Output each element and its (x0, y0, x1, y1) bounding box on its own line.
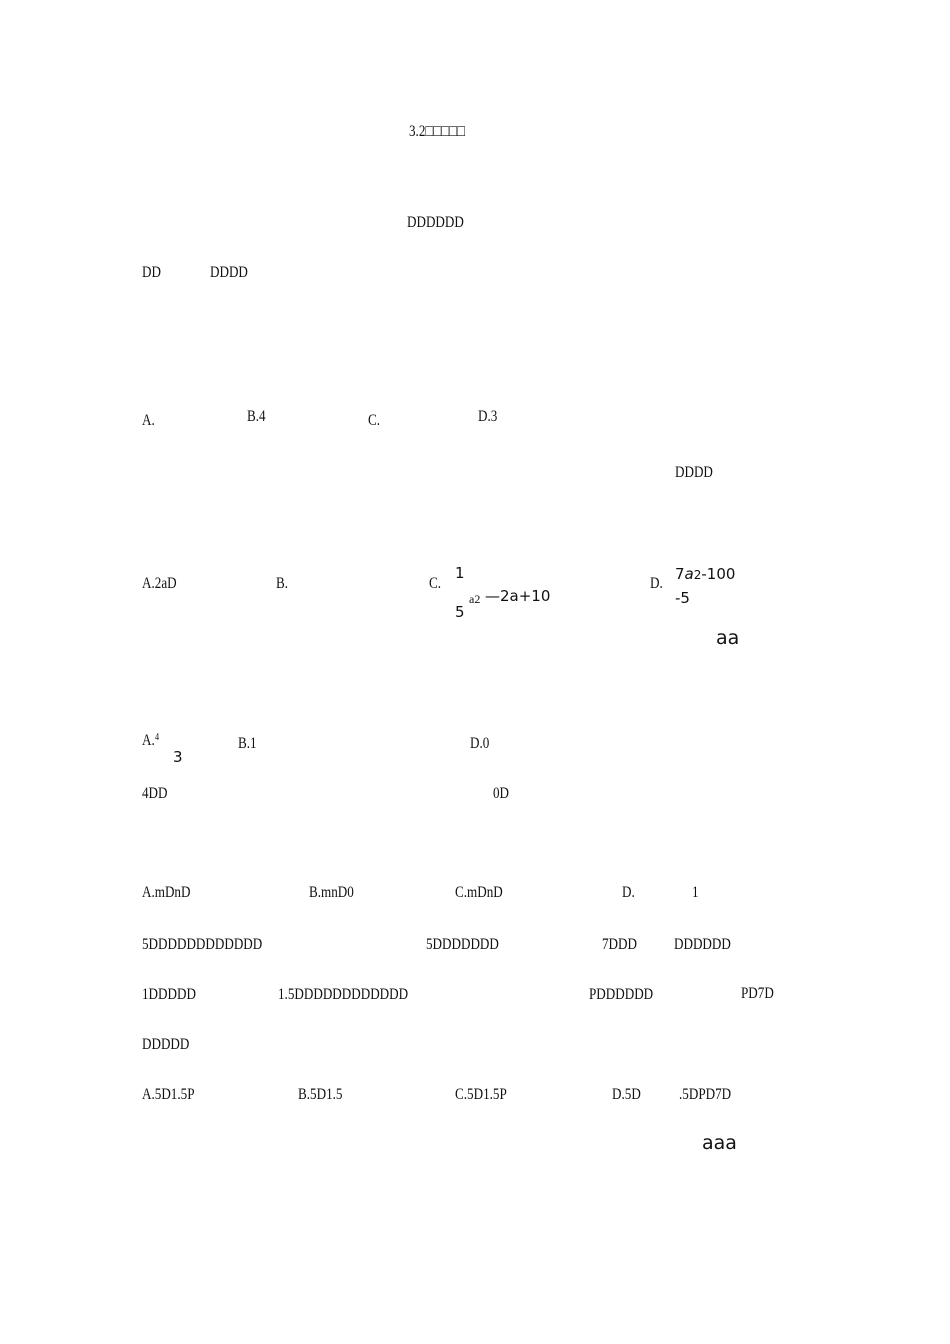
q4-option-d-label: D. (622, 884, 635, 901)
q4-option-c: C.mDnD (455, 884, 503, 901)
q4-option-d-value: 1 (692, 884, 699, 901)
q1-option-b: B.4 (247, 408, 266, 425)
q5-line1-part3: 7DDD (602, 936, 637, 953)
q3-option-b: B.1 (238, 735, 257, 752)
intro-text-b: DDDD (210, 264, 248, 281)
q3-option-a-label: A. (142, 732, 155, 749)
q2-option-d-denominator: -5 (675, 589, 690, 607)
q2-option-d-coef: 7 (675, 565, 685, 583)
q2-prompt: DDDD (675, 464, 713, 481)
page-title: 3.2□□□□□ (409, 123, 466, 140)
q2-option-d-label: D. (650, 575, 663, 592)
q2-option-b: B. (276, 575, 289, 592)
q5-option-d-cont: .5DPD7D (679, 1086, 732, 1103)
q2-aa: aa (716, 627, 740, 649)
q2-option-c-label: C. (429, 575, 442, 592)
q1-option-d: D.3 (478, 408, 498, 425)
q5-line2-part3: PDDDDDD (589, 986, 654, 1003)
q1-option-a: A. (142, 412, 155, 429)
q5-line3: DDDDD (142, 1036, 190, 1053)
q5-line2-part1: 1DDDDD (142, 986, 196, 1003)
q4-option-a: A.mDnD (142, 884, 191, 901)
q3-option-a-numerator: 4 (155, 732, 160, 743)
q4-option-b: B.mnD0 (309, 884, 354, 901)
q4-prompt-a: 4DD (142, 785, 168, 802)
q4-prompt-b: 0D (493, 785, 510, 802)
q3-option-d: D.0 (470, 735, 490, 752)
q2-option-d-exp: 2 (693, 568, 702, 582)
q5-line2-part2: 1.5DDDDDDDDDDDD (278, 986, 409, 1003)
q2-option-d-numerator (675, 565, 735, 584)
q1-option-c: C. (368, 412, 381, 429)
q2-option-c-rest: —2a+10 (485, 587, 551, 605)
q2-option-c-term: a2 (469, 592, 481, 606)
q5-line1-part4: DDDDDD (674, 936, 731, 953)
q2-option-a: A.2aD (142, 575, 177, 592)
q5-option-c: C.5D1.5P (455, 1086, 507, 1103)
q5-option-b: B.5D1.5 (298, 1086, 343, 1103)
q2-option-c-denominator: 5 (455, 603, 465, 621)
q5-line2-part4: PD7D (741, 985, 774, 1002)
q2-option-d-rest: -100 (701, 565, 736, 583)
q2-option-c-numerator: 1 (455, 564, 465, 582)
section-heading: DDDDDD (407, 214, 464, 231)
q5-option-a: A.5D1.5P (142, 1086, 195, 1103)
intro-text-a: DD (142, 264, 161, 281)
q2-option-d-var: a (684, 565, 694, 583)
q5-option-d: D.5D (612, 1086, 641, 1103)
q5-line1-part1: 5DDDDDDDDDDDD (142, 936, 263, 953)
q3-option-a-denominator: 3 (173, 748, 183, 766)
q5-line1-part2: 5DDDDDDD (426, 936, 499, 953)
q5-aaa: aaa (702, 1132, 737, 1154)
